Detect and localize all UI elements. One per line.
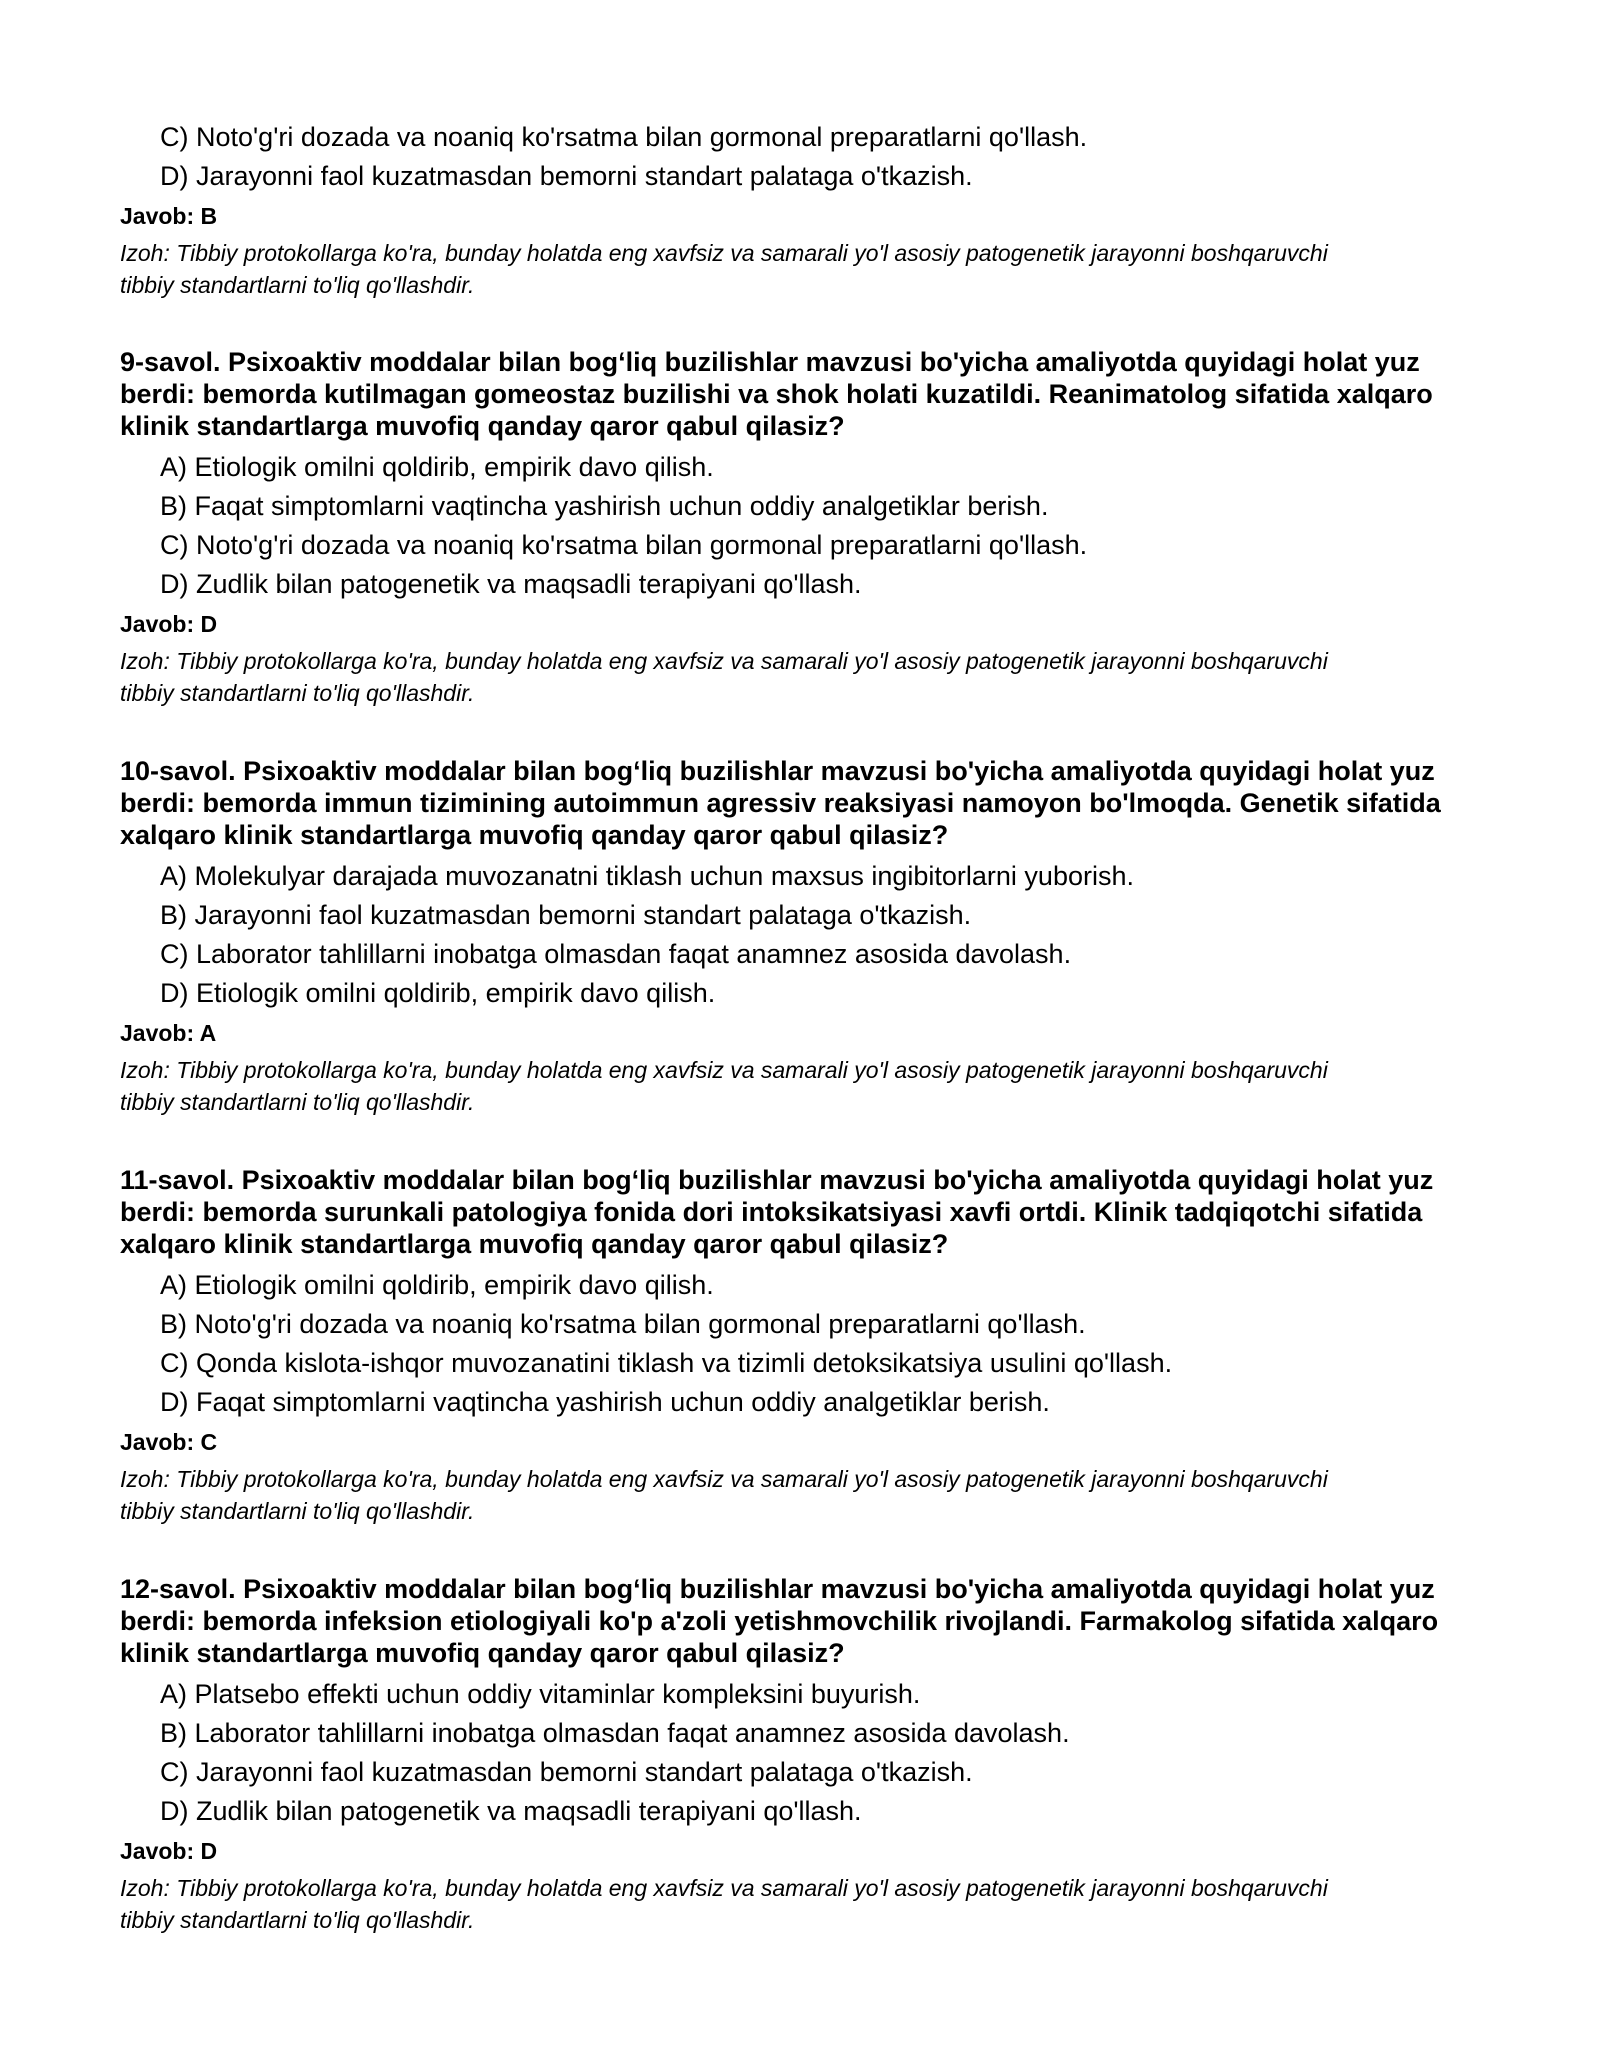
option-d: D) Zudlik bilan patogenetik va maqsadli terapiyani qo'llash. (160, 569, 862, 599)
option-list (120, 1675, 1500, 1831)
option-c: C) Noto'g'ri dozada va noaniq ko'rsatma bilan gormonal preparatlarni qo'llash. (160, 530, 1088, 560)
option-d: D) Jarayonni faol kuzatmasdan bemorni standart palataga o'tkazish. (160, 161, 973, 191)
explanation-note: Izoh: Tibbiy protokollarga ko'ra, bunday holatda eng xavfsiz va samarali yo'l asosiy patogenetik jarayonni boshqaruvchi tibbiy standartlarni to'liq qo'llashdir. (120, 240, 1328, 298)
option-a: A) Etiologik omilni qoldirib, empirik davo qilish. (160, 452, 714, 482)
option-list (120, 1266, 1500, 1422)
option-list (120, 118, 1500, 196)
answer-label: Javob: D (120, 1838, 218, 1864)
explanation-note: Izoh: Tibbiy protokollarga ko'ra, bunday holatda eng xavfsiz va samarali yo'l asosiy patogenetik jarayonni boshqaruvchi tibbiy standartlarni to'liq qo'llashdir. (120, 1875, 1328, 1933)
option-c: C) Laborator tahlillarni inobatga olmasdan faqat anamnez asosida davolash. (160, 939, 1072, 969)
option-c: C) Noto'g'ri dozada va noaniq ko'rsatma bilan gormonal preparatlarni qo'llash. (160, 122, 1088, 152)
option-c: C) Jarayonni faol kuzatmasdan bemorni standart palataga o'tkazish. (160, 1757, 973, 1787)
question-text: 12-savol. Psixoaktiv moddalar bilan bog‘liq buzilishlar mavzusi bo'yicha amaliyotda quyidagi holat yuz berdi: bemorda infeksion etiologiyali ko'p a'zoli yetishmovchilik rivojlandi. Farmakolog sifatida xalqaro klinik standartlarga muvofiq qanday qaror qabul qilasiz? (120, 1574, 1439, 1668)
question-12 (120, 1573, 1500, 1936)
option-c: C) Qonda kislota-ishqor muvozanatini tiklash va tizimli detoksikatsiya usulini qo'llash. (160, 1348, 1173, 1378)
explanation-note: Izoh: Tibbiy protokollarga ko'ra, bunday holatda eng xavfsiz va samarali yo'l asosiy patogenetik jarayonni boshqaruvchi tibbiy standartlarni to'liq qo'llashdir. (120, 1466, 1328, 1524)
option-list (120, 448, 1500, 604)
option-b: B) Laborator tahlillarni inobatga olmasdan faqat anamnez asosida davolash. (160, 1718, 1070, 1748)
question-9 (120, 346, 1500, 709)
question-text: 9-savol. Psixoaktiv moddalar bilan bog‘liq buzilishlar mavzusi bo'yicha amaliyotda quyidagi holat yuz berdi: bemorda kutilmagan gomeostaz buzilishi va shok holati kuzatildi. Reanimatolog sifatida xalqaro klinik standartlarga muvofiq qanday qaror qabul qilasiz? (120, 347, 1433, 441)
answer-label: Javob: C (120, 1429, 218, 1455)
option-a: A) Molekulyar darajada muvozanatni tiklash uchun maxsus ingibitorlarni yuborish. (160, 861, 1134, 891)
option-d: D) Faqat simptomlarni vaqtincha yashirish uchun oddiy analgetiklar berish. (160, 1387, 1050, 1417)
option-a: A) Etiologik omilni qoldirib, empirik davo qilish. (160, 1270, 714, 1300)
option-list (120, 857, 1500, 1013)
option-b: B) Noto'g'ri dozada va noaniq ko'rsatma bilan gormonal preparatlarni qo'llash. (160, 1309, 1086, 1339)
question-10 (120, 755, 1500, 1118)
answer-label: Javob: A (120, 1020, 217, 1046)
option-b: B) Jarayonni faol kuzatmasdan bemorni standart palataga o'tkazish. (160, 900, 972, 930)
option-b: B) Faqat simptomlarni vaqtincha yashirish uchun oddiy analgetiklar berish. (160, 491, 1049, 521)
question-text: 11-savol. Psixoaktiv moddalar bilan bog‘liq buzilishlar mavzusi bo'yicha amaliyotda quyidagi holat yuz berdi: bemorda surunkali patologiya fonida dori intoksikatsiyasi xavfi ortdi. Klinik tadqiqotchi sifatida xalqaro klinik standartlarga muvofiq qanday qaror qabul qilasiz? (120, 1165, 1434, 1259)
option-d: D) Etiologik omilni qoldirib, empirik davo qilish. (160, 978, 716, 1008)
option-d: D) Zudlik bilan patogenetik va maqsadli terapiyani qo'llash. (160, 1796, 862, 1826)
question-8-continuation (120, 118, 1500, 301)
explanation-note: Izoh: Tibbiy protokollarga ko'ra, bunday holatda eng xavfsiz va samarali yo'l asosiy patogenetik jarayonni boshqaruvchi tibbiy standartlarni to'liq qo'llashdir. (120, 1057, 1328, 1115)
question-text: 10-savol. Psixoaktiv moddalar bilan bog‘liq buzilishlar mavzusi bo'yicha amaliyotda quyidagi holat yuz berdi: bemorda immun tizimining autoimmun agressiv reaksiyasi namoyon bo'lmoqda. Genetik sifatida xalqaro klinik standartlarga muvofiq qanday qaror qabul qilasiz? (120, 756, 1441, 850)
answer-label: Javob: D (120, 611, 218, 637)
answer-label: Javob: B (120, 203, 218, 229)
explanation-note: Izoh: Tibbiy protokollarga ko'ra, bunday holatda eng xavfsiz va samarali yo'l asosiy patogenetik jarayonni boshqaruvchi tibbiy standartlarni to'liq qo'llashdir. (120, 648, 1328, 706)
option-a: A) Platsebo effekti uchun oddiy vitaminlar kompleksini buyurish. (160, 1679, 921, 1709)
question-11 (120, 1164, 1500, 1527)
